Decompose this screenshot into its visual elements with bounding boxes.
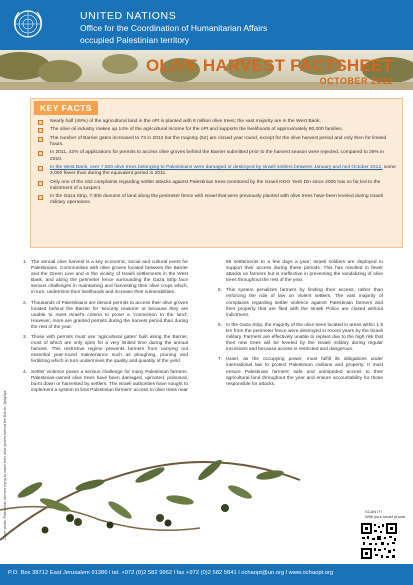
key-facts-list (38, 119, 396, 209)
office-territory: occupied Palestinian territory (80, 35, 190, 45)
qr-code-icon[interactable] (360, 522, 398, 560)
body-column-left (23, 260, 188, 398)
square-bullet-icon (38, 128, 43, 133)
list-item: Nearly half (48%) of the agricultural land in the oPt is planted with 8 million olive trees; the vast majority are in the West Bank. (38, 119, 396, 125)
org-name: UNITED NATIONS (80, 10, 177, 22)
list-item: In the West Bank, over 7,500 olive trees belonging to Palestinians were damaged or destroyed by Israeli settlers between January and mid October 2012, some 2,000 fewer than during the equivalent period in 2011. (38, 165, 396, 177)
square-bullet-icon (38, 137, 43, 142)
paragraph-item: 4. Settler violence poses a serious challenge for many Palestinian farmers. Palestinian-owned olive trees have been damaged, uprooted, poisoned, burnt down or harvested by settlers. The Israeli authorities have sought to implement a system to limit Palestinian farmers' access to olive trees near (23, 369, 188, 393)
paragraph-item: 5. This system penalizes farmers by limiting their access, rather than enforcing the rule of law on violent settlers. The vast majority of complaints regarding settler violence against Palestinian farmers and their property that are filed with the Israeli Police are closed without indictment. (218, 288, 383, 318)
square-bullet-icon (38, 166, 43, 171)
list-item: Only one of the 162 complaints regarding settler attacks against Palestinian trees monitored by the Israeli NGO Yesh Din since 2005 has so far led to the indictment of a suspect. (38, 180, 396, 192)
square-bullet-icon (38, 195, 43, 200)
paragraph-item: 3. Those with permits must use 'agricultural gates' built along the Barrier, most of which are only open for a very limited time during the annual harvest. This restrictive regime prevents farmers from carrying out essential year-round maintenance such as ploughing, pruning and fertilizing which in turn undermines the quality and quantity of the yield. (23, 335, 188, 365)
body-column-right (218, 260, 383, 392)
paragraph-item: 2. Thousands of Palestinians are denied permits to access their olive groves located behind the Barrier for 'security reasons' or because they are unable to meet Israel's criteria to prove a 'connection to the land'. However, more are granted permits during the harvest period than during the rest of the year. (23, 300, 188, 330)
paragraph-item: 1. The annual olive harvest is a key economic, social and cultural event for Palestinians. Communities with olive groves located between the Barrier and the Green Line and in the vicinity of Israeli settlements in the West Bank, and along the perimeter fence surrounding the Gaza Strip face serious challenges in maintaining and harvesting their olive crops which, in turn, undermine their livelihoods and increase their vulnerabilities. (23, 260, 188, 296)
olive-branch-photo (0, 390, 350, 542)
list-item: In 2011, 42% of applications for permits to access olive groves behind the Barrier submitted prior to the harvest season were rejected, compared to 39% in 2010. (38, 150, 396, 162)
header-bar (0, 0, 413, 50)
publication-date: OCTOBER 2012 (319, 76, 393, 86)
paragraph-item: 7. Israel, as the occupying power, must fulfill its obligations under international law to protect Palestinian civilians and property. It must ensure Palestinian farmers' safe and unimpeded access to their agricultural land throughout the year and ensure accountability for those responsible for attacks. (218, 357, 383, 387)
square-bullet-icon (38, 181, 43, 186)
office-name: Office for the Coordination of Humanitarian Affairs (80, 23, 268, 33)
footer-bar (0, 564, 413, 585)
highlighted-link-text[interactable]: In the West Bank, over 7,500 olive trees belonging to Palestinians were damaged or destroyed by Israeli settlers between January and mid October 2012, (50, 164, 383, 170)
photo-caption: Cover photo: Palestinian farmers trying to reach their olive groves behind the Barrier, Qalqiliya (3, 390, 7, 540)
contact-info: P.O. Box 38712 East Jerusalem 91386 l tel. +972 (0)2 582 9962 l fax +972 (0)2 582 5841 l ochaopt@un.org l www.ochaopt.org (8, 570, 334, 576)
list-item: In the Gaza Strip, 7,300 dunums of land along the perimeter fence with Israel that were previously planted with olive trees have been leveled during Israeli military operations. (38, 194, 396, 206)
un-emblem-icon (10, 6, 46, 42)
page-title: OLIVE HARVEST FACTSHEET (145, 56, 393, 75)
scan-instructions: SCAN IT! With your smart phone (365, 509, 406, 519)
paragraph-item: 55 settlements to a few days a year; Israeli soldiers are deployed to support their access during these periods. This has resulted in fewer attacks on farmers but is ineffective in preventing the vandalizing of olive trees throughout the rest of the year. (226, 260, 383, 284)
list-item: The number of Barrier gates increased to 73 in 2012 but the majority (52) are closed year round, except for the olive harvest period and only then for limited hours. (38, 136, 396, 148)
square-bullet-icon (38, 120, 43, 125)
key-facts-heading: KEY FACTS (34, 101, 98, 115)
list-item: The olive oil industry makes up 14% of the agricultural income for the oPt and supports the livelihoods of approximately 80,000 families. (38, 127, 396, 133)
square-bullet-icon (38, 151, 43, 156)
paragraph-item: 6. In the Gaza Strip, the majority of the olive trees located in areas within 1.5 km from the perimeter fence were destroyed in recent years by the Israeli military. Farmers are effectively unable to replant due to the high risk that their new trees will be leveled by the Israeli military during regular incursions and because access is restricted and dangerous. (218, 322, 383, 353)
